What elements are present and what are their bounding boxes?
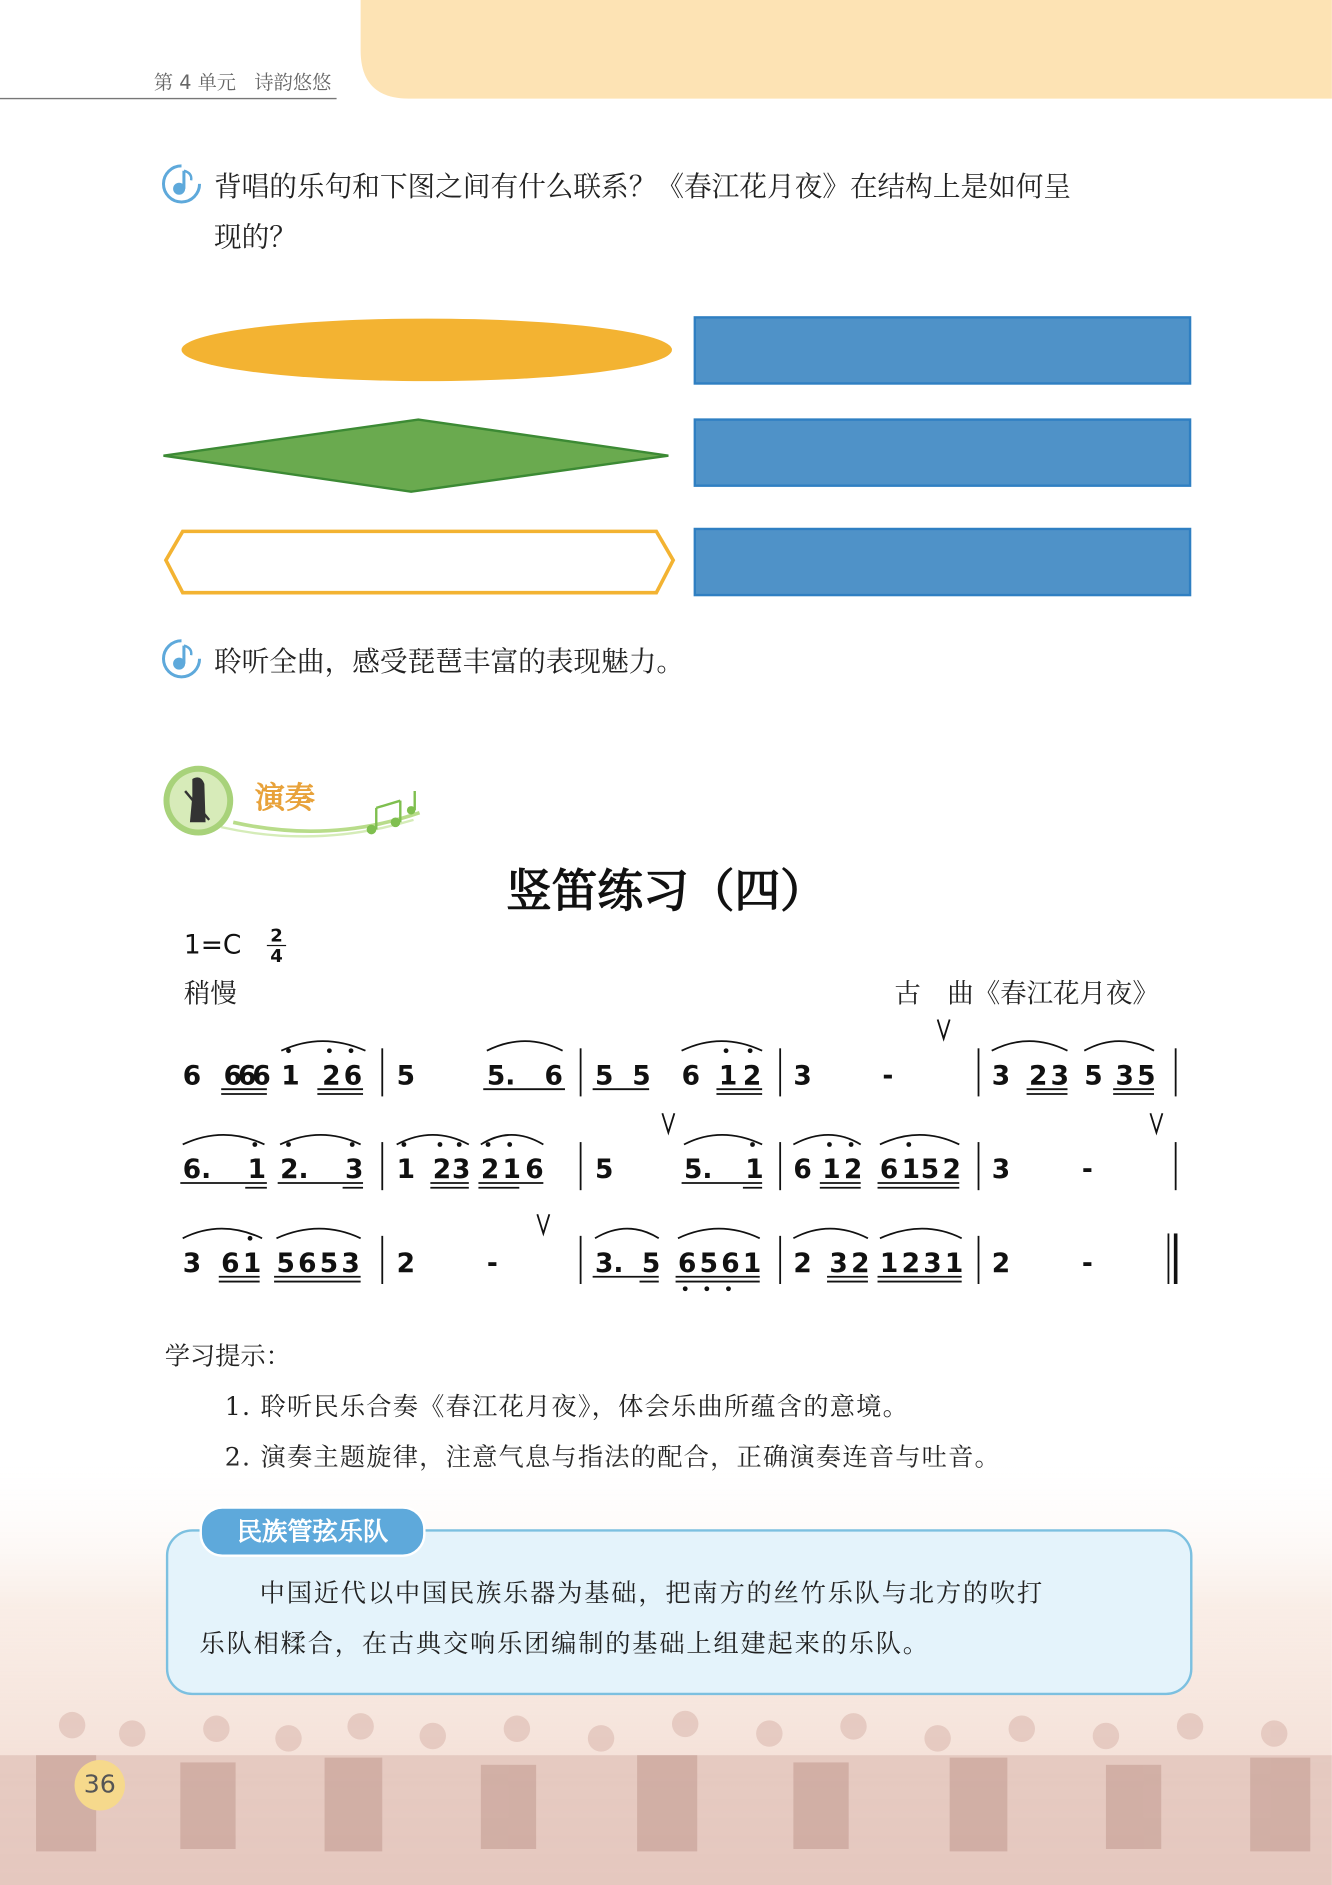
oval-shape: [182, 319, 672, 382]
score-note: 6: [793, 1154, 812, 1186]
piece-source: 古 曲《春江花月夜》: [894, 979, 1159, 1010]
score-note: 5: [920, 1154, 940, 1186]
score-note: 6: [182, 1060, 202, 1092]
score-note: 2: [480, 1154, 500, 1186]
score-note: -: [882, 1060, 894, 1092]
score-note: 3: [923, 1247, 942, 1279]
score-note: 3: [1050, 1060, 1070, 1092]
score-note: 3: [991, 1154, 1011, 1186]
score-note: 2: [322, 1060, 341, 1092]
score-note: 1: [742, 1247, 762, 1279]
score-note: 5: [632, 1060, 651, 1092]
score-note: 5: [595, 1154, 614, 1186]
score-note: 6: [343, 1060, 363, 1092]
score-note: 2: [1028, 1060, 1048, 1092]
score-note: 3.: [595, 1247, 624, 1279]
score-note: 2: [991, 1247, 1011, 1279]
score-note: 1: [944, 1247, 964, 1279]
score-note: 2: [942, 1154, 961, 1186]
section-label: 演奏: [254, 780, 315, 816]
score-note: -: [1081, 1154, 1093, 1186]
score-note: 5.: [486, 1060, 516, 1092]
score-note: 5: [319, 1247, 339, 1279]
score-note: 5: [595, 1060, 614, 1092]
info-box-text: [200, 1568, 1162, 1669]
question-1-line1: 背唱的乐句和下图之间有什么联系？《春江花月夜》在结构上是如何呈: [213, 171, 1072, 204]
score-note: 3: [182, 1247, 202, 1279]
score-note: 6: [879, 1154, 899, 1186]
page-number: 36: [83, 1769, 116, 1799]
score-note: 1: [242, 1247, 262, 1279]
score-note: 2: [742, 1060, 762, 1092]
score-note: 1: [502, 1154, 521, 1186]
score-note: 1: [745, 1154, 764, 1186]
score-note: 5: [641, 1247, 661, 1279]
hexagon-shape: [166, 531, 673, 592]
blue-bar-1: [695, 317, 1190, 383]
score-note: 1: [247, 1154, 267, 1186]
score-note: 6: [721, 1247, 740, 1279]
unit-number: 第 4 单元: [153, 70, 237, 94]
score-note: 3: [793, 1060, 812, 1092]
tempo-marking: 稍慢: [183, 979, 237, 1010]
tip-1: 1. 聆听民乐合奏《春江花月夜》，体会乐曲所蕴含的意境。: [224, 1392, 910, 1422]
score-note: 2: [851, 1247, 870, 1279]
score-note: 6: [221, 1247, 240, 1279]
score-note: 2: [396, 1247, 416, 1279]
info-box-line1: 中国近代以中国民族乐器为基础，把南方的丝竹乐队与北方的吹打: [259, 1578, 1045, 1608]
score-note: 6: [544, 1060, 563, 1092]
question-1-line2: 现的？: [213, 222, 297, 254]
score-note: 3: [341, 1247, 360, 1279]
score-note: 5.: [683, 1154, 713, 1186]
score-note: 1: [901, 1154, 920, 1186]
question-1: [214, 162, 1200, 263]
score-note: 5: [276, 1247, 295, 1279]
score-note: 5: [699, 1247, 719, 1279]
score-note: -: [1081, 1247, 1093, 1279]
header-unit: [154, 67, 331, 95]
score-note: 1: [822, 1154, 841, 1186]
score-lines: [180, 1019, 1175, 1283]
music-note-icon: [160, 162, 203, 205]
tips-heading: 学习提示：: [164, 1341, 291, 1371]
time-signature: [267, 926, 286, 966]
blue-bar-3: [695, 529, 1190, 595]
score-note: 6: [298, 1247, 317, 1279]
score-note: 6.: [182, 1154, 212, 1186]
unit-title: 诗韵悠悠: [254, 70, 332, 94]
score-note: 1: [281, 1060, 300, 1092]
score-note: 3: [345, 1154, 364, 1186]
score-note: 6: [681, 1060, 700, 1092]
jianpu-score: [0, 1010, 1332, 1299]
score-note: -: [486, 1247, 498, 1279]
piece-title: 竖笛练习（四）: [506, 863, 826, 918]
score-note: 6: [252, 1060, 271, 1092]
time-bottom: 4: [267, 945, 286, 965]
score-note: 6: [238, 1060, 257, 1092]
score-note: 6: [525, 1154, 544, 1186]
question-2: 聆听全曲，感受琵琶丰富的表现魅力。: [213, 646, 684, 679]
score-note: 3: [1115, 1060, 1134, 1092]
blue-bar-2: [695, 420, 1190, 486]
score-note: 2.: [280, 1154, 309, 1186]
score-note: 1: [879, 1247, 899, 1279]
score-note: 5: [1084, 1060, 1103, 1092]
score-note: 6: [677, 1247, 697, 1279]
score-note: 3: [451, 1154, 471, 1186]
score-note: 6: [223, 1060, 242, 1092]
score-note: 5: [1137, 1060, 1156, 1092]
key-signature: 1=C: [183, 930, 242, 961]
score-note: 2: [843, 1154, 863, 1186]
music-note-icon: [160, 637, 203, 680]
score-note: 1: [396, 1154, 416, 1186]
structure-diagram: [156, 307, 1202, 608]
score-note: 2: [901, 1247, 920, 1279]
score-note: 2: [432, 1154, 452, 1186]
score-note: 3: [829, 1247, 848, 1279]
score-note: 3: [991, 1060, 1011, 1092]
score-note: 1: [718, 1060, 738, 1092]
score-note: 2: [793, 1247, 812, 1279]
time-top: 2: [270, 924, 283, 947]
info-box-line2: 乐队相糅合，在古典交响乐团编制的基础上组建起来的乐队。: [199, 1628, 930, 1658]
diamond-shape: [163, 420, 668, 492]
info-box-title: 民族管弦乐队: [200, 1506, 426, 1556]
score-note: 5: [396, 1060, 416, 1092]
